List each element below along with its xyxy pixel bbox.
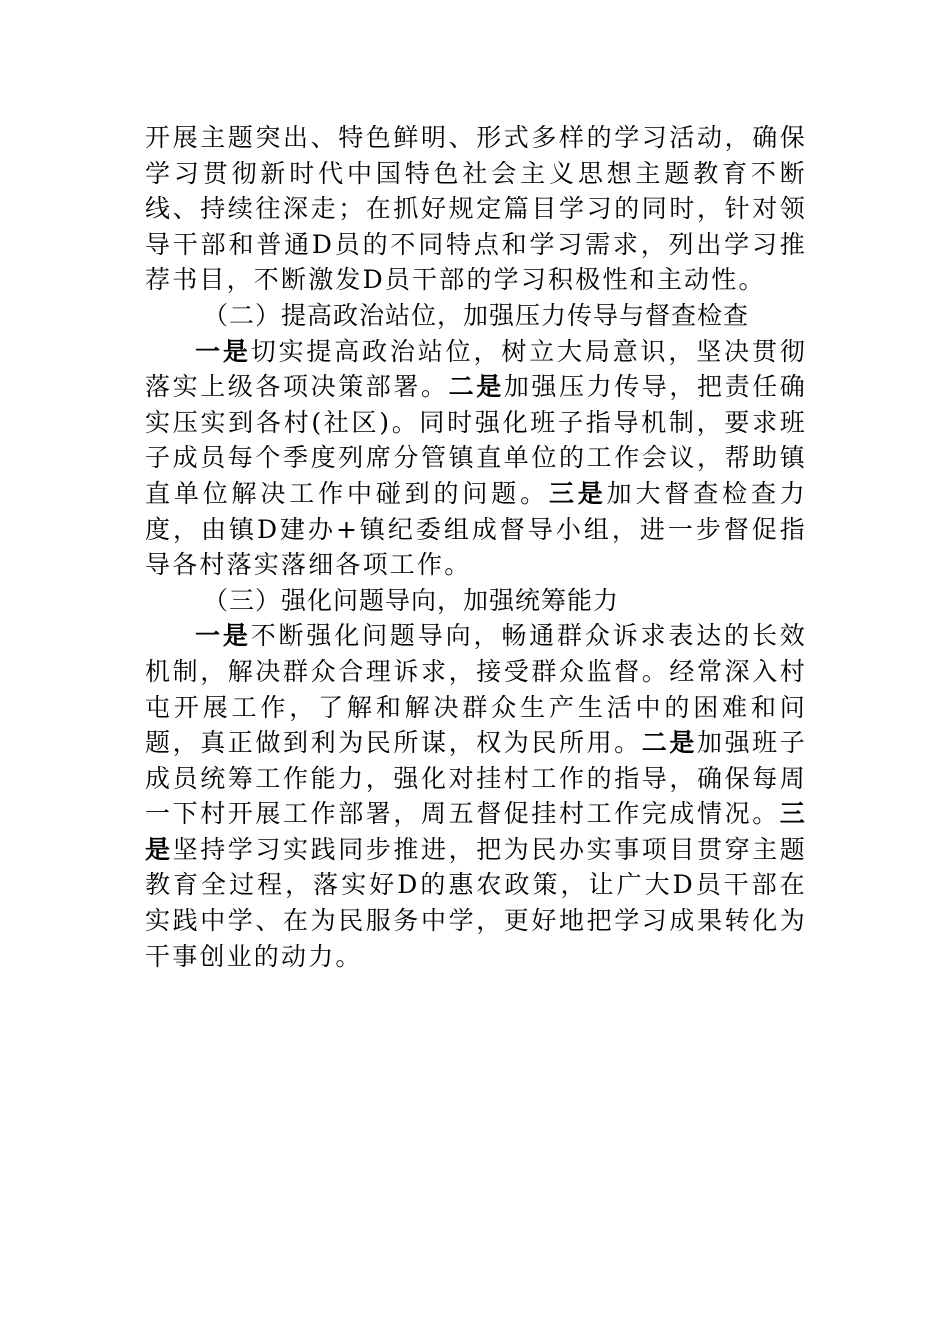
lead-label-3: 三是 xyxy=(548,478,607,508)
section-heading-2: （二）提高政治站位，加强压力传导与督查检查 xyxy=(203,300,750,330)
section-heading-3: （三）强化问题导向，加强统筹能力 xyxy=(203,585,620,615)
section-3-text-2: 加强班子成员统筹工作能力，强化对挂村工作的指导，确保每周一下村开展工作部署，周五督促挂村工作完成情况。 xyxy=(145,728,807,829)
lead-label-1: 一是 xyxy=(195,621,251,651)
paragraph-section-3 xyxy=(145,618,807,974)
lead-label-2: 二是 xyxy=(641,728,697,758)
lead-label-3: 三是 xyxy=(145,799,807,864)
section-3-text-3: 坚持学习实践同步推进，把为民办实事项目贯穿主题教育全过程，落实好D的惠农政策，让广大D员干部在实践中学、在为民服务中学，更好地把学习成果转化为干事创业的动力。 xyxy=(145,834,807,971)
lead-label-2: 二是 xyxy=(448,372,504,402)
section-2-text-2: 加强压力传导，把责任确实压实到各村(社区)。同时强化班子指导机制，要求班子成员每个季度列席分管镇直单位的工作会议，帮助镇直单位解决工作中碰到的问题。 xyxy=(145,372,808,508)
paragraph-study-activities: 开展主题突出、特色鲜明、形式多样的学习活动，确保学习贯彻新时代中国特色社会主义思想主题教育不断线、持续往深走；在抓好规定篇目学习的同时，针对领导干部和普通D员的不同特点和学习需求，列出学习推荐书目，不断激发D员干部的学习积极性和主动性。 xyxy=(145,123,807,295)
section-2-text-1: 切实提高政治站位，树立大局意识，坚决贯彻落实上级各项决策部署。 xyxy=(145,336,807,402)
lead-label-1: 一是 xyxy=(195,336,251,366)
section-2-text-3: 加大督查检查力度，由镇D建办+镇纪委组成督导小组，进一步督促指导各村落实落细各项工作。 xyxy=(145,478,807,580)
section-3-text-1: 不断强化问题导向，畅通群众诉求表达的长效机制，解决群众合理诉求，接受群众监督。经常深入村屯开展工作，了解和解决群众生产生活中的困难和问题，真正做到利为民所谋，权为民所用。 xyxy=(145,621,807,758)
paragraph-section-2 xyxy=(145,334,807,583)
document-page xyxy=(145,120,807,974)
